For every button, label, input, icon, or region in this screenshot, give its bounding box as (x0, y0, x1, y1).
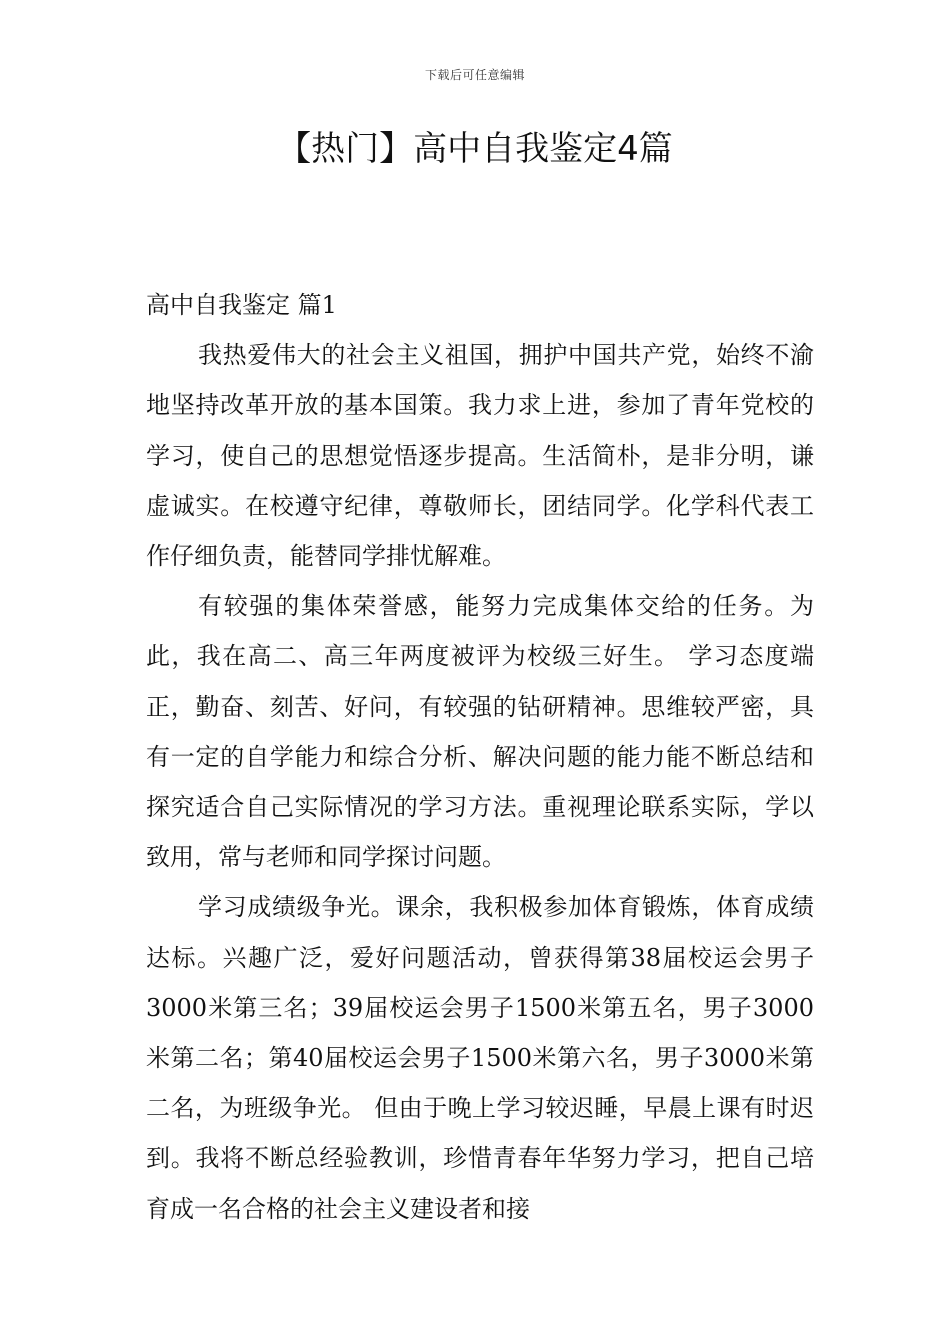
paragraph-2: 有较强的集体荣誉感，能努力完成集体交给的任务。为此，我在高二、高三年两度被评为校级三好生。 学习态度端正，勤奋、刻苦、好问，有较强的钻研精神。思维较严密，具有一定的自学能力和综合分析、解决问题的能力能不断总结和探究适合自己实际情况的学习方法。重视理论联系实际，学以致用，常与老师和同学探讨问题。 (146, 592, 814, 872)
paragraph-3: 学习成绩级争光。课余，我积极参加体育锻炼，体育成绩达标。兴趣广泛，爱好问题活动，曾获得第38届校运会男子3000米第三名；39届校运会男子1500米第五名，男子3000米第二名；第40届校运会男子1500米第六名，男子3000米第二名，为班级争光。 但由于晚上学习较迟睡，早晨上课有时迟到。我将不断总经验教训，珍惜青春年华努力学习，把自己培育成一名合格的社会主义建设者和接 (146, 893, 814, 1223)
header-note: 下载后可任意编辑 (424, 68, 525, 82)
section-heading: 高中自我鉴定 篇1 (146, 291, 337, 319)
document-body (146, 280, 814, 1234)
document-title: 【热门】高中自我鉴定4篇 (277, 129, 673, 169)
paragraph-1: 我热爱伟大的社会主义祖国，拥护中国共产党，始终不渝地坚持改革开放的基本国策。我力求上进，参加了青年党校的学习，使自己的思想觉悟逐步提高。生活简朴，是非分明，谦虚诚实。在校遵守纪律，尊敬师长，团结同学。化学科代表工作仔细负责，能替同学排忧解难。 (146, 341, 814, 571)
